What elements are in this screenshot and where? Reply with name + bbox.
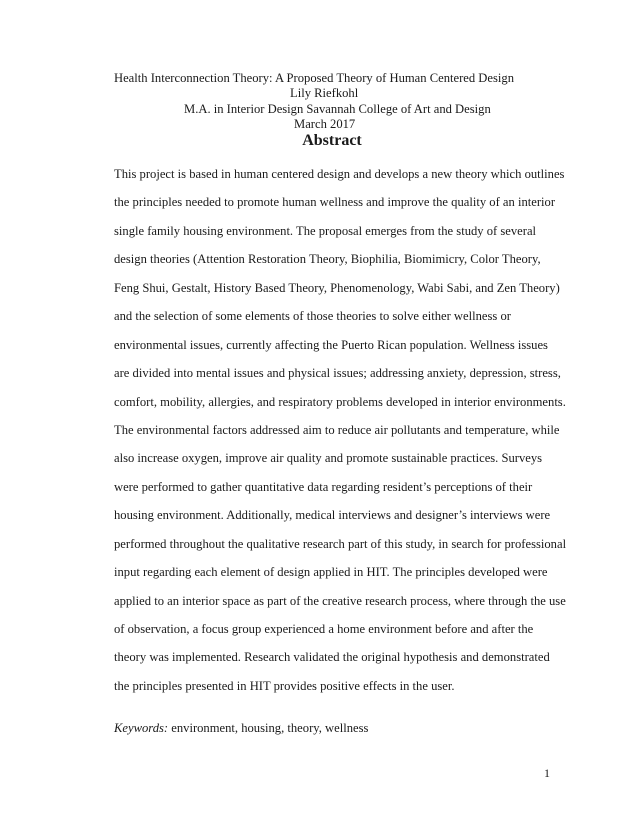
abstract-line: input regarding each element of design applied in HIT. The principles developed were [114, 565, 548, 580]
keywords [114, 720, 368, 736]
abstract-line: of observation, a focus group experienced a home environment before and after the [114, 622, 534, 636]
abstract-line: performed throughout the qualitative research part of this study, in search for professional [114, 536, 567, 551]
abstract-body [114, 160, 567, 700]
abstract-line: housing environment. Additionally, medical interviews and designer’s interviews were [114, 508, 551, 523]
abstract-line: the principles needed to promote human wellness and improve the quality of an interior [114, 195, 556, 210]
abstract-line: and the selection of some elements of those theories to solve either wellness or [114, 309, 511, 324]
abstract-line: This project is based in human centered design and develops a new theory which outlines [114, 167, 565, 181]
degree-affiliation: M.A. in Interior Design Savannah College of Art and Design [184, 102, 491, 116]
abstract-line: also increase oxygen, improve air quality and promote sustainable practices. Surveys [114, 451, 543, 466]
abstract-line: the principles presented in HIT provides positive effects in the user. [114, 678, 455, 693]
abstract-line: design theories (Attention Restoration Theory, Biophilia, Biomimicry, Color Theory, [114, 252, 541, 267]
paper-title: Health Interconnection Theory: A Proposed Theory of Human Centered Design [114, 71, 514, 85]
abstract-line: single family housing environment. The proposal emerges from the study of several [114, 223, 537, 238]
keywords-text: environment, housing, theory, wellness [168, 721, 369, 735]
keywords-label: Keywords: [114, 721, 169, 735]
abstract-line: applied to an interior space as part of the creative research process, where through the use [114, 593, 566, 608]
abstract-line: The environmental factors addressed aim to reduce air pollutants and temperature, while [114, 422, 560, 437]
abstract-line: were performed to gather quantitative data regarding resident’s perceptions of their [114, 479, 533, 494]
page-number: 1 [544, 766, 550, 780]
abstract-line: comfort, mobility, allergies, and respiratory problems developed in interior environments. [114, 394, 566, 409]
abstract-line: are divided into mental issues and physical issues; addressing anxiety, depression, stress, [114, 366, 561, 381]
abstract-line: Feng Shui, Gestalt, History Based Theory, Phenomenology, Wabi Sabi, and Zen Theory) [114, 280, 560, 295]
abstract-heading: Abstract [302, 132, 362, 149]
publication-date: March 2017 [294, 117, 356, 131]
abstract-line: environmental issues, currently affecting the Puerto Rican population. Wellness issues [114, 337, 548, 352]
abstract-line: theory was implemented. Research validated the original hypothesis and demonstrated [114, 650, 550, 665]
author-name: Lily Riefkohl [290, 86, 359, 100]
